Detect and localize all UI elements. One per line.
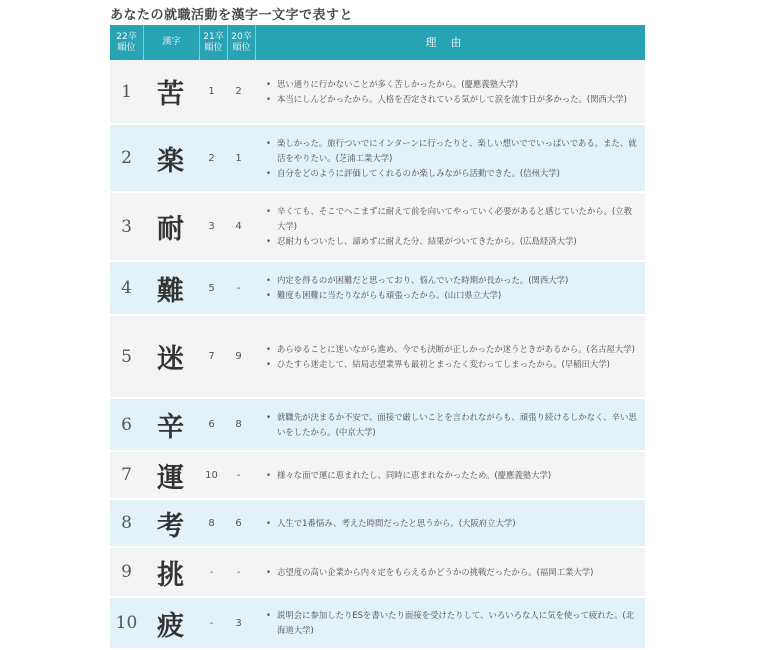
kanji-character: 耐	[157, 214, 184, 245]
rank-21: 7	[208, 351, 215, 362]
table-row	[110, 262, 645, 316]
reason-item: • 内定を得るのが困難だと思っており、悩んでいた時期が長かった。(関西大学)	[266, 273, 568, 288]
rank-20: 2	[235, 86, 242, 97]
kanji-character: 楽	[157, 145, 184, 177]
reason-cell	[252, 548, 645, 596]
reason-list	[266, 565, 593, 580]
reason-list	[266, 608, 637, 638]
table-row	[110, 60, 645, 125]
rank-22: 1	[121, 81, 132, 102]
kanji-character: 迷	[157, 344, 184, 375]
reason-item: • 志望度の高い企業から内々定をもらえるかどうかの挑戦だったから。(福岡工業大学)	[266, 565, 593, 580]
kanji-character: 運	[157, 462, 184, 494]
reason-cell	[252, 316, 645, 397]
reason-cell	[252, 262, 645, 314]
rank-22: 8	[121, 513, 132, 533]
rank-22: 7	[121, 465, 132, 485]
rank-20: -	[236, 469, 241, 481]
reason-list	[266, 468, 551, 483]
rank-21: 3	[208, 221, 215, 232]
table-row	[110, 452, 645, 500]
header-rank-20: 20卒 順位	[228, 25, 256, 60]
rank-20: 8	[235, 419, 242, 430]
rank-22: 9	[121, 562, 132, 582]
reason-item: • 説明会に参加したりESを書いたり面接を受けたりして、いろいろな人に気を使って疲れた。(北海道大学)	[266, 608, 637, 638]
reason-cell	[252, 452, 645, 498]
reason-list	[266, 136, 637, 181]
reason-item: • ひたすら迷走して、結局志望業界も最初とまったく変わってしまったから。(早稲田大学)	[266, 357, 635, 372]
rank-22: 6	[121, 414, 132, 435]
reason-item: • 就職先が決まるか不安で、面接で厳しいことを言われながらも、頑張り続けるしかなく、辛い思いをしたから。(中京大学)	[266, 410, 637, 440]
rank-21: 5	[208, 282, 215, 294]
rank-20: 1	[235, 152, 242, 164]
reason-list	[266, 516, 516, 531]
table-row	[110, 598, 645, 650]
rank-21: 8	[208, 517, 215, 529]
table-row	[110, 548, 645, 598]
reason-cell	[252, 399, 645, 450]
kanji-character: 難	[157, 275, 184, 307]
reason-cell	[252, 125, 645, 191]
reason-item: • 忍耐力もついたし、諦めずに耐えた分、結果がついてきたから。(広島経済大学)	[266, 234, 637, 249]
reason-item: • 辛くても、そこでへこまずに耐えて前を向いてやっていく必要があると感じていたから。(立教大学)	[266, 204, 637, 234]
reason-cell	[252, 193, 645, 260]
table-body	[110, 60, 645, 650]
kanji-character: 辛	[157, 412, 184, 443]
reason-item: • 難度も困難に当たりながらも頑張ったから。(山口県立大学)	[266, 288, 568, 303]
table-row	[110, 399, 645, 452]
rank-22: 4	[121, 278, 132, 298]
rank-21: 1	[208, 86, 215, 97]
kanji-character: 苦	[157, 79, 184, 110]
header-kanji: 漢字	[144, 25, 200, 60]
reason-cell	[252, 500, 645, 546]
ranking-table	[110, 25, 645, 650]
kanji-character: 挑	[157, 559, 184, 591]
rank-21: 2	[208, 152, 215, 164]
reason-list	[266, 77, 627, 107]
rank-21: 6	[208, 419, 215, 430]
table-header	[110, 25, 645, 60]
rank-20: 6	[235, 517, 242, 529]
reason-list	[266, 273, 568, 303]
rank-22: 10	[115, 613, 138, 633]
rank-21: -	[209, 566, 214, 578]
reason-list	[266, 410, 637, 440]
reason-item: • 思い通りに行かないことが多く苦しかったから。(慶應義塾大学)	[266, 77, 627, 92]
reason-list	[266, 204, 637, 249]
rank-22: 5	[121, 346, 132, 367]
table-row	[110, 500, 645, 548]
table-row	[110, 193, 645, 262]
reason-item: • 本当にしんどかったから。人格を否定されている気がして涙を流す日が多かった。(関西大学)	[266, 92, 627, 107]
reason-item: • 自分をどのように評価してくれるのか楽しみながら活動できた。(信州大学)	[266, 166, 637, 181]
header-reason: 理由	[425, 36, 476, 49]
rank-20: -	[236, 566, 241, 578]
rank-21: -	[209, 617, 214, 629]
header-rank-22: 22卒 順位	[110, 25, 144, 60]
page-title: あなたの就職活動を漢字一文字で表すと	[110, 8, 354, 23]
kanji-character: 疲	[157, 610, 184, 642]
rank-21: 10	[205, 469, 218, 481]
reason-item: • 様々な面で運に恵まれたし、同時に恵まれなかったため。(慶應義塾大学)	[266, 468, 551, 483]
table-row	[110, 316, 645, 399]
kanji-character: 考	[157, 510, 184, 542]
table-row	[110, 125, 645, 193]
reason-item: • あらゆることに迷いながら進め、今でも決断が正しかったか迷うときがあるから。(名古屋大学)	[266, 342, 635, 357]
rank-20: -	[236, 282, 241, 294]
reason-item: • 楽しかった。旅行ついでにインターンに行ったりと、楽しい想いででいっぱいである。また、就活をやりたい。(芝浦工業大学)	[266, 136, 637, 166]
rank-20: 4	[235, 221, 242, 232]
reason-item: • 人生で1番悩み、考えた時間だったと思うから。(大阪府立大学)	[266, 516, 516, 531]
header-rank-21: 21卒 順位	[200, 25, 228, 60]
rank-20: 9	[235, 351, 242, 362]
reason-cell	[252, 60, 645, 123]
rank-22: 2	[121, 148, 132, 168]
rank-22: 3	[121, 216, 132, 237]
rank-20: 3	[235, 617, 242, 629]
reason-list	[266, 342, 635, 372]
